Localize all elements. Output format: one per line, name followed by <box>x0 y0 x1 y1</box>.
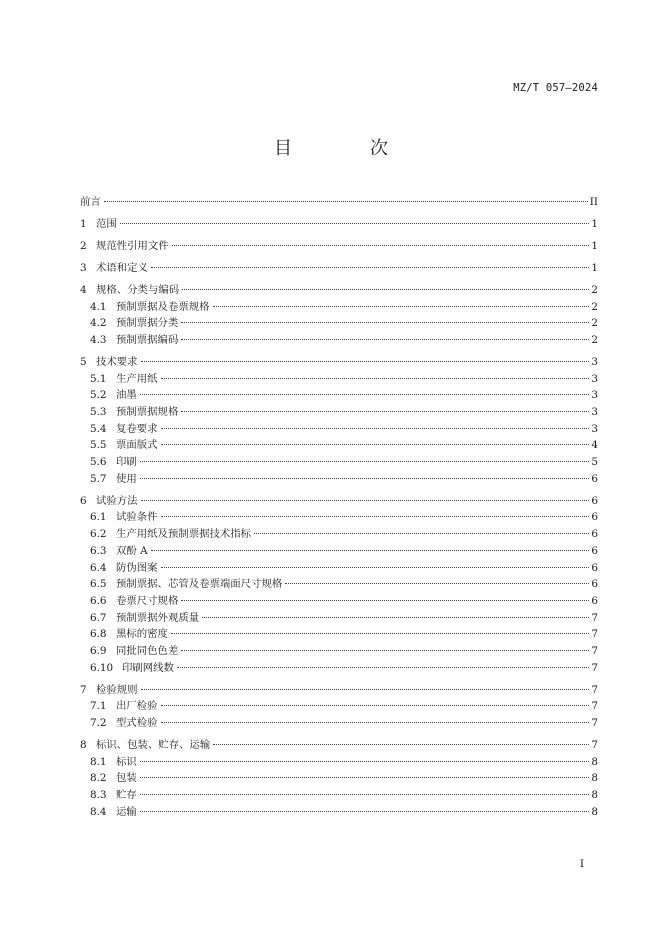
toc-entry-label: 预制票据规格 <box>116 406 179 419</box>
toc-entry-number: 2 <box>80 239 87 252</box>
toc-entry-page: 3 <box>591 406 598 419</box>
toc-entry-page: 6 <box>591 544 598 557</box>
toc-entry-page: 3 <box>591 372 598 385</box>
toc-entry-label: 预制票据外观质量 <box>116 611 200 624</box>
toc-entry-page: 7 <box>591 739 598 751</box>
toc-entry-page: 6 <box>591 528 598 541</box>
toc-entry-label: 卷票尺寸规格 <box>116 594 179 607</box>
toc-entry[interactable] <box>80 698 598 715</box>
toc-entry-label: 运输 <box>116 805 137 818</box>
toc-entry-label: 防伪图案 <box>116 561 158 574</box>
toc-leader-dots <box>177 667 589 668</box>
toc-entry-page: 7 <box>591 611 598 624</box>
toc-entry-page: 6 <box>591 578 598 591</box>
toc-entry-page: 1 <box>591 239 598 252</box>
toc-leader-dots <box>213 306 590 307</box>
toc-leader-dots <box>181 339 589 340</box>
toc-entry-page: 3 <box>591 422 598 435</box>
toc-entry[interactable] <box>80 404 598 421</box>
toc-entry-number: 7.1 <box>90 700 107 713</box>
toc-entry-number: 7 <box>80 683 87 696</box>
toc-entry-label: 检验规则 <box>96 683 138 696</box>
toc-entry-page: 7 <box>591 683 598 696</box>
toc-leader-dots <box>120 223 590 224</box>
toc-leader-dots <box>141 689 590 690</box>
toc-entry[interactable] <box>80 610 598 627</box>
toc-entry-number: 5.4 <box>90 422 107 435</box>
toc-entry-page: 2 <box>591 317 598 330</box>
toc-entry[interactable] <box>80 454 598 471</box>
toc-entry[interactable] <box>80 509 598 526</box>
toc-entry-label: 标识、包装、贮存、运输 <box>96 739 211 751</box>
toc-entry-number: 8.2 <box>90 772 107 785</box>
toc-leader-dots <box>181 650 589 651</box>
toc-entry-label: 票面版式 <box>116 439 158 452</box>
toc-entry[interactable] <box>80 371 598 388</box>
toc-entry-label: 前言 <box>80 196 101 208</box>
toc-leader-dots <box>140 478 590 479</box>
toc-entry-number: 6.1 <box>90 511 107 524</box>
toc-entry-label: 标识 <box>116 755 137 768</box>
toc-entry-page: 1 <box>591 261 598 274</box>
toc-entry-number: 3 <box>80 261 87 274</box>
toc-entry[interactable] <box>80 543 598 560</box>
toc-entry[interactable] <box>80 682 598 699</box>
toc-entry-page: 7 <box>591 661 598 674</box>
toc-leader-dots <box>161 722 590 723</box>
table-of-contents <box>80 194 598 820</box>
toc-leader-dots <box>181 411 589 412</box>
toc-entry-page: 8 <box>591 772 598 785</box>
toc-entry-label: 同批同色色差 <box>116 644 179 657</box>
toc-entry-page: 4 <box>591 439 598 452</box>
toc-entry[interactable] <box>80 238 598 255</box>
toc-entry-number: 5.2 <box>90 389 107 402</box>
toc-entry-page: 3 <box>591 355 598 368</box>
toc-entry-number: 8 <box>80 739 87 751</box>
toc-entry[interactable] <box>80 737 598 754</box>
toc-entry-number: 4.3 <box>90 334 107 346</box>
toc-entry-label: 出厂检验 <box>116 700 158 713</box>
toc-leader-dots <box>140 461 590 462</box>
toc-entry-page: II <box>589 196 598 208</box>
toc-leader-dots <box>140 811 590 812</box>
toc-leader-dots <box>161 378 590 379</box>
toc-entry-page: 2 <box>591 334 598 346</box>
toc-leader-dots <box>104 201 588 202</box>
toc-entry-label: 复卷要求 <box>116 422 158 435</box>
toc-entry[interactable] <box>80 770 598 787</box>
toc-entry-label: 预制票据及卷票规格 <box>116 300 210 313</box>
toc-entry-page: 6 <box>591 472 598 485</box>
toc-entry-page: 6 <box>591 511 598 524</box>
toc-entry-label: 规格、分类与编码 <box>96 283 180 296</box>
toc-leader-dots <box>140 394 590 395</box>
toc-entry-number: 1 <box>80 217 87 230</box>
toc-leader-dots <box>172 245 590 246</box>
toc-entry-number: 5.6 <box>90 456 107 469</box>
toc-entry-number: 6.3 <box>90 544 107 557</box>
toc-entry-number: 6.2 <box>90 528 107 541</box>
toc-entry-number: 6 <box>80 494 87 507</box>
toc-entry[interactable] <box>80 194 598 211</box>
toc-entry-number: 6.4 <box>90 561 107 574</box>
toc-entry[interactable] <box>80 493 598 510</box>
toc-entry-number: 6.5 <box>90 578 107 591</box>
toc-entry-number: 4.2 <box>90 317 107 330</box>
toc-entry-label: 规范性引用文件 <box>96 239 169 252</box>
toc-entry-number: 6.9 <box>90 644 107 657</box>
toc-entry-page: 6 <box>591 561 598 574</box>
toc-entry-label: 使用 <box>116 472 137 485</box>
toc-leader-dots <box>151 267 589 268</box>
toc-leader-dots <box>141 361 590 362</box>
toc-entry-label: 预制票据编码 <box>116 334 179 346</box>
toc-entry-label: 预制票据分类 <box>116 317 179 330</box>
toc-entry[interactable] <box>80 593 598 610</box>
toc-entry[interactable] <box>80 754 598 771</box>
toc-entry-number: 4.1 <box>90 300 107 313</box>
toc-leader-dots <box>161 444 590 445</box>
toc-entry[interactable] <box>80 576 598 593</box>
toc-leader-dots <box>181 600 589 601</box>
toc-leader-dots <box>140 761 590 762</box>
toc-leader-dots <box>141 500 590 501</box>
toc-entry[interactable] <box>80 804 598 821</box>
toc-entry[interactable] <box>80 471 598 488</box>
toc-entry-page: 7 <box>591 700 598 713</box>
toc-entry-page: 3 <box>591 389 598 402</box>
toc-entry-label: 包装 <box>116 772 137 785</box>
toc-entry[interactable] <box>80 437 598 454</box>
toc-entry[interactable] <box>80 787 598 804</box>
toc-entry[interactable] <box>80 299 598 316</box>
toc-entry[interactable] <box>80 421 598 438</box>
toc-entry[interactable] <box>80 282 598 299</box>
toc-entry-number: 5.7 <box>90 472 107 485</box>
toc-entry-page: 7 <box>591 644 598 657</box>
toc-leader-dots <box>202 617 589 618</box>
toc-leader-dots <box>254 533 589 534</box>
toc-leader-dots <box>161 567 590 568</box>
toc-entry-number: 6.7 <box>90 611 107 624</box>
toc-leader-dots <box>151 550 590 551</box>
toc-entry-label: 试验条件 <box>116 511 158 524</box>
toc-leader-dots <box>140 794 590 795</box>
toc-entry[interactable] <box>80 715 598 732</box>
toc-entry-label: 生产用纸及预制票据技术指标 <box>116 528 252 541</box>
toc-entry[interactable] <box>80 660 598 677</box>
toc-entry-number: 8.1 <box>90 755 107 768</box>
toc-entry[interactable] <box>80 626 598 643</box>
toc-entry-number: 5.1 <box>90 372 107 385</box>
toc-leader-dots <box>285 583 589 584</box>
toc-entry-page: 2 <box>591 300 598 313</box>
toc-entry-number: 6.10 <box>90 661 114 674</box>
toc-entry-label: 型式检验 <box>116 717 158 730</box>
toc-entry-page: 7 <box>591 628 598 641</box>
toc-entry-label: 印刷网线数 <box>122 661 174 674</box>
toc-entry-number: 6.8 <box>90 628 107 641</box>
toc-entry-label: 油墨 <box>116 389 137 402</box>
toc-entry-label: 双酚 A <box>116 544 148 557</box>
toc-leader-dots <box>140 777 590 778</box>
toc-leader-dots <box>182 289 589 290</box>
toc-entry-page: 8 <box>591 805 598 818</box>
toc-entry-page: 2 <box>591 283 598 296</box>
toc-entry-label: 黑标的密度 <box>116 628 168 641</box>
page-title: 目 次 <box>274 138 418 159</box>
toc-entry-number: 6.6 <box>90 594 107 607</box>
toc-leader-dots <box>161 428 590 429</box>
toc-entry[interactable] <box>80 260 598 277</box>
toc-entry[interactable] <box>80 354 598 371</box>
toc-entry-number: 4 <box>80 283 87 296</box>
toc-entry-page: 1 <box>591 217 598 230</box>
toc-entry-label: 技术要求 <box>96 355 138 368</box>
toc-entry[interactable] <box>80 560 598 577</box>
toc-entry[interactable] <box>80 315 598 332</box>
page-number: I <box>579 858 584 870</box>
toc-entry-label: 试验方法 <box>96 494 138 507</box>
toc-entry-number: 5.3 <box>90 406 107 419</box>
toc-leader-dots <box>181 322 589 323</box>
toc-entry[interactable] <box>80 526 598 543</box>
toc-entry-label: 贮存 <box>116 789 137 802</box>
toc-entry-number: 5 <box>80 355 87 368</box>
toc-entry[interactable] <box>80 643 598 660</box>
toc-entry-number: 5.5 <box>90 439 107 452</box>
toc-entry-page: 6 <box>591 494 598 507</box>
toc-entry-label: 生产用纸 <box>116 372 158 385</box>
standard-code: MZ/T 057—2024 <box>513 82 598 94</box>
toc-entry-page: 6 <box>591 594 598 607</box>
toc-entry[interactable] <box>80 387 598 404</box>
toc-entry-page: 8 <box>591 789 598 802</box>
toc-entry-label: 范围 <box>96 217 117 230</box>
toc-entry-page: 8 <box>591 755 598 768</box>
toc-entry-number: 8.4 <box>90 805 107 818</box>
toc-entry-page: 5 <box>591 456 598 469</box>
toc-entry-label: 术语和定义 <box>96 261 148 274</box>
toc-leader-dots <box>171 633 589 634</box>
toc-leader-dots <box>161 516 590 517</box>
toc-entry[interactable] <box>80 216 598 233</box>
toc-entry-page: 7 <box>591 717 598 730</box>
toc-entry[interactable] <box>80 332 598 349</box>
toc-entry-number: 7.2 <box>90 717 107 730</box>
toc-entry-label: 预制票据、芯管及卷票端面尺寸规格 <box>116 578 283 591</box>
toc-entry-label: 印刷 <box>116 456 137 469</box>
toc-entry-number: 8.3 <box>90 789 107 802</box>
toc-leader-dots <box>161 705 590 706</box>
toc-leader-dots <box>213 744 589 745</box>
